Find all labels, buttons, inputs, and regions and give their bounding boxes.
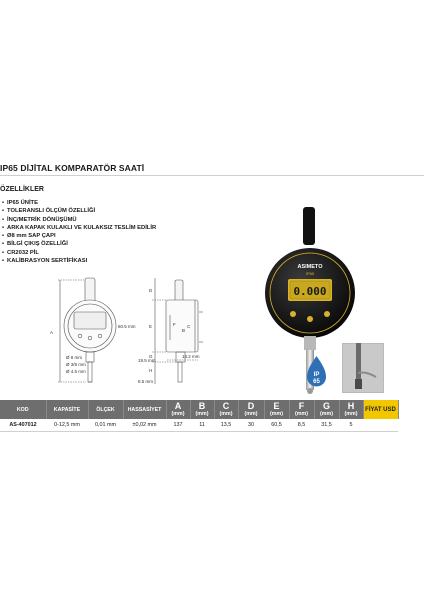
- dim-g-label: G: [149, 354, 153, 359]
- dim-e-cell: 60,5: [264, 419, 289, 431]
- dim-d8-label: Ø 8 mm: [66, 355, 83, 360]
- column-letter: E: [273, 401, 280, 411]
- column-header: ÖLÇEK: [88, 400, 123, 419]
- feature-item: • ARKA KAPAK KULAKLI VE KULAKSIZ TESLİM EDİLİR: [2, 224, 156, 232]
- technical-drawing: [0, 270, 230, 400]
- column-letter: A: [174, 401, 182, 411]
- table-header-row: [0, 400, 398, 419]
- column-header: [314, 400, 339, 419]
- column-unit: (mm): [244, 411, 258, 417]
- feature-item: • IP65 ÜNİTE: [2, 199, 156, 207]
- button-icon: [307, 316, 313, 322]
- column-letter: D: [247, 401, 255, 411]
- price-cell: [363, 419, 398, 431]
- dim-d45-label: Ø 4.5 mm: [66, 369, 86, 374]
- dim-f-label: F: [173, 322, 176, 327]
- dim-d-cell: 30: [238, 419, 264, 431]
- scale-cell: 0,01 mm: [88, 419, 123, 431]
- dim-605-label: 60.5 mm: [118, 324, 136, 329]
- column-letter: B: [198, 401, 206, 411]
- page-title: IP65 DİJİTAL KOMPARATÖR SAATİ: [0, 163, 145, 173]
- column-header: KOD: [0, 400, 46, 419]
- column-header: [289, 400, 314, 419]
- section-title: ÖZELLİKLER: [0, 186, 44, 193]
- feature-item: • Ø8 mm SAP ÇAPI: [2, 232, 156, 240]
- dim-132-label: 13.2 mm: [182, 354, 200, 359]
- accuracy-cell: ±0,02 mm: [123, 419, 166, 431]
- capacity-cell: 0-12,5 mm: [46, 419, 88, 431]
- dim-g-cell: 31,5: [314, 419, 339, 431]
- column-header: [214, 400, 238, 419]
- spec-table: [0, 400, 399, 432]
- column-header: [190, 400, 214, 419]
- column-header: KAPASİTE: [46, 400, 88, 419]
- dim-85-label: 8.5 mm: [138, 379, 154, 384]
- dim-d38-label: Ø 3/8 mm: [66, 362, 86, 367]
- dim-a-cell: 137: [166, 419, 190, 431]
- column-letter: F: [298, 401, 305, 411]
- dim-e-label: E: [149, 324, 153, 329]
- price-column-header: FİYAT USD: [363, 400, 398, 419]
- product-code: AS-407012: [0, 419, 46, 431]
- column-header: [264, 400, 289, 419]
- dim-b-label: B: [182, 328, 186, 333]
- feature-item: • BİLGİ ÇIKIŞ ÖZELLİĞİ: [2, 240, 156, 248]
- dim-a-label: A: [50, 330, 54, 335]
- badge-num-text: 65: [313, 379, 320, 385]
- feature-list: [2, 199, 156, 265]
- brand-logo: ASIMETO: [297, 264, 323, 270]
- column-letter: C: [222, 401, 230, 411]
- column-header: [339, 400, 363, 419]
- dim-c-cell: 13,5: [214, 419, 238, 431]
- column-unit: (mm): [171, 411, 185, 417]
- dim-d-label: D: [149, 288, 153, 293]
- ip65-badge-icon: [305, 355, 328, 389]
- model-label: IP65: [305, 271, 315, 276]
- column-unit: (mm): [320, 411, 333, 417]
- column-header: [238, 400, 264, 419]
- column-letter: G: [322, 401, 330, 411]
- feature-item: • CR2032 PİL: [2, 249, 156, 257]
- badge-ip-text: IP: [313, 372, 320, 378]
- column-unit: (mm): [195, 411, 209, 417]
- button-icon: [290, 311, 296, 317]
- column-letter: H: [347, 401, 355, 411]
- dim-b-cell: 11: [190, 419, 214, 431]
- column-unit: (mm): [295, 411, 308, 417]
- dim-c-label: C: [187, 324, 191, 329]
- column-header: [166, 400, 190, 419]
- lcd-reading: 0.000: [293, 285, 327, 298]
- column-unit: (mm): [270, 411, 283, 417]
- dim-h-cell: 5: [339, 419, 363, 431]
- title-divider: [0, 175, 424, 176]
- dim-195-label: 19.5 mm: [138, 358, 156, 363]
- feature-item: • KALİBRASYON SERTİFİKASI: [2, 257, 156, 265]
- column-header: HASSASİYET: [123, 400, 166, 419]
- side-view: [152, 278, 203, 384]
- column-unit: (mm): [219, 411, 233, 417]
- detail-photo: [342, 343, 384, 393]
- button-icon: [324, 311, 330, 317]
- dim-f-cell: 8,5: [289, 419, 314, 431]
- column-unit: (mm): [344, 411, 358, 417]
- dim-h-label: H: [149, 368, 153, 373]
- feature-item: • TOLERANSLI ÖLÇÜM ÖZELLİĞİ: [2, 207, 156, 215]
- table-row: [0, 419, 398, 431]
- feature-item: • İNÇ/METRİK DÖNÜŞÜMÜ: [2, 216, 156, 224]
